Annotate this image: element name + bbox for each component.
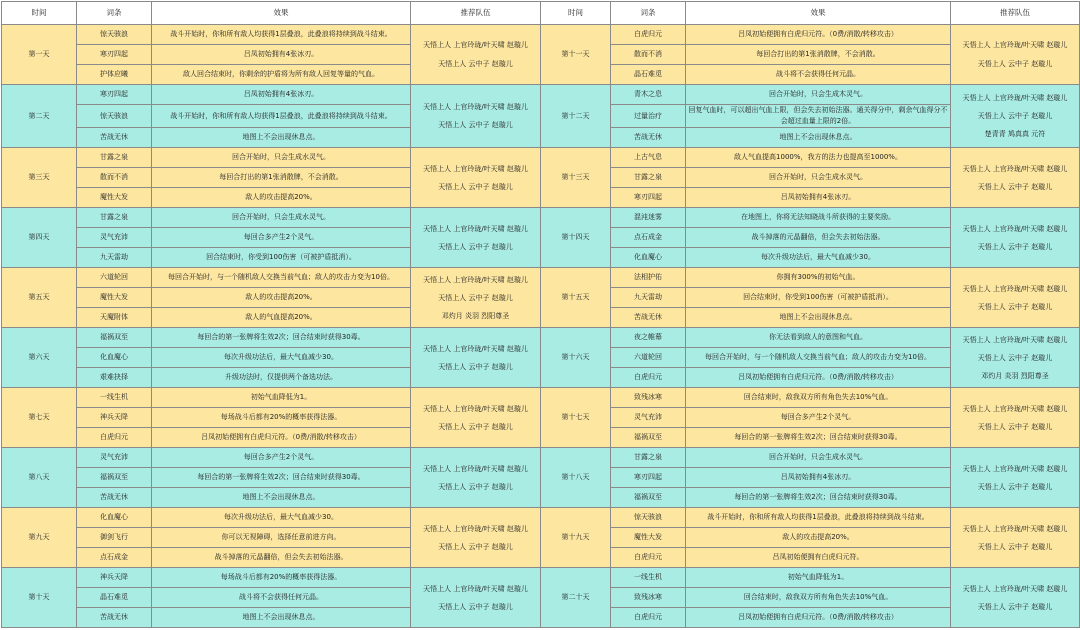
term-cell: 晶石难觅 [77,588,152,608]
effect-cell: 吕凤初始便拥有白虎归元符。（0费/消散/转移攻击） [686,608,951,628]
effect-cell: 回合开始时，只会生成水灵气。 [152,148,411,168]
team-line: 天悟上人 上官玲珑/叶天啸 赵璇儿 [962,93,1068,102]
team-line: 天悟上人 云中子 赵璇儿 [977,302,1053,311]
team-line: 天悟上人 云中子 赵璇儿 [438,602,513,611]
team-line: 天悟上人 云中子 赵璇儿 [438,362,513,371]
effect-cell: 每回合的第一张牌将生效2次；回合结束时获得30毒。 [152,468,411,488]
team-cell [951,568,1080,628]
day-cell: 第十二天 [541,85,611,148]
team-cell [411,508,541,568]
effect-cell: 每回合多产生2个灵气。 [152,448,411,468]
team-line: 天悟上人 云中子 赵璇儿 [438,121,513,130]
effect-cell: 吕凤初始便拥有白虎归元符。 [686,548,951,568]
effect-cell: 每回合多产生2个灵气。 [686,408,951,428]
team-line: 天悟上人 上官玲珑/叶天啸 赵璇儿 [962,164,1068,173]
effect-cell: 战斗开始时，你和所有敌人均获得1层叠浪，此叠浪将持续到战斗结束。 [152,105,411,128]
effect-cell: 每场战斗后都有20%的概率获得法器。 [152,568,411,588]
term-cell: 灵气充沛 [77,228,152,248]
term-cell: 福祸双至 [77,468,152,488]
effect-cell: 吕凤初始便拥有白虎归元符。（0费/消散/转移攻击） [152,428,411,448]
team-line: 天悟上人 上官玲珑/叶天啸 赵璇儿 [423,584,528,593]
team-line: 天悟上人 上官玲珑/叶天啸 赵璇儿 [423,524,528,533]
team-cell [951,268,1080,328]
effect-cell: 战斗开始时，你和所有敌人均获得1层叠浪，此叠浪将持续到战斗结束。 [152,25,411,45]
term-cell: 甘露之泉 [77,148,152,168]
team-line: 天悟上人 云中子 赵璇儿 [977,602,1053,611]
effect-cell: 每场战斗后都有20%的概率获得法器。 [152,408,411,428]
team-line: 天悟上人 云中子 赵璇儿 [438,182,513,191]
term-cell: 九天雷劫 [611,288,686,308]
header-time-2: 时间 [541,2,611,25]
effect-cell: 回合开始时，只会生成水灵气。 [686,168,951,188]
team-line: 邓灼月 炎羽 烈阳尊圣 [981,371,1049,380]
effect-cell: 你无法看到敌人的意图和气血。 [686,328,951,348]
team-line: 天悟上人 云中子 赵璇儿 [438,542,513,551]
day-cell: 第六天 [2,328,77,388]
term-cell: 惊天骇浪 [611,508,686,528]
term-cell: 福祸双至 [77,328,152,348]
term-cell: 甘露之泉 [611,168,686,188]
table-row [2,328,1080,348]
team-line: 天悟上人 云中子 赵璇儿 [438,293,513,302]
term-cell: 法相护佑 [611,268,686,288]
term-cell: 散而不消 [77,168,152,188]
table-row [2,508,1080,528]
term-cell: 艰难抉择 [77,368,152,388]
effect-cell: 回合开始时，只会生成水灵气。 [686,448,951,468]
term-cell: 化血魔心 [77,348,152,368]
day-cell: 第十三天 [541,148,611,208]
header-team-2: 推荐队伍 [951,2,1080,25]
effect-cell: 敌人回合结束时，你剩余的护盾将为所有敌人回复等量的气血。 [152,65,411,85]
term-cell: 苦战无休 [77,488,152,508]
effect-cell: 每回合开始时，与一个随机敌人交换当前气血；敌人的攻击力变为10倍。 [686,348,951,368]
effect-cell: 地图上不会出现休息点。 [152,608,411,628]
term-cell: 点石成金 [611,228,686,248]
effect-cell: 吕凤初始拥有4张冰刃。 [686,188,951,208]
term-cell: 上古气息 [611,148,686,168]
effect-cell: 每回合的第一张牌将生效2次；回合结束时获得30毒。 [686,428,951,448]
effect-cell: 每次升级功法后，最大气血减少30。 [152,348,411,368]
effect-cell: 敌人的攻击提高20%。 [686,528,951,548]
term-cell: 白虎归元 [611,608,686,628]
term-cell: 天魔附体 [77,308,152,328]
team-line: 天悟上人 上官玲珑/叶天啸 赵璇儿 [962,584,1068,593]
table-row [2,85,1080,105]
term-cell: 白虎归元 [77,428,152,448]
term-cell: 寒刃四起 [77,85,152,105]
team-line: 天悟上人 云中子 赵璇儿 [438,422,513,431]
term-cell: 六道轮回 [611,348,686,368]
term-cell: 六道轮回 [77,268,152,288]
header-term-2: 词条 [611,2,686,25]
team-line: 天悟上人 上官玲珑/叶天啸 赵璇儿 [423,464,528,473]
effect-cell: 回合开始时，只会生成木灵气。 [686,85,951,105]
effect-cell: 每回合的第一张牌将生效2次；回合结束时获得30毒。 [152,328,411,348]
effect-cell: 敌人的攻击提高20%。 [152,188,411,208]
effect-cell: 敌人气血提高1000%，我方的法力也提高至1000%。 [686,148,951,168]
team-cell [411,148,541,208]
team-cell [411,25,541,85]
effect-cell: 敌人的攻击提高20%。 [152,288,411,308]
effect-cell: 每回合多产生2个灵气。 [152,228,411,248]
term-cell: 惊天骇浪 [77,105,152,128]
day-cell: 第十六天 [541,328,611,388]
team-line: 天悟上人 云中子 赵璇儿 [977,422,1053,431]
day-cell: 第十一天 [541,25,611,85]
term-cell: 夜之帷幕 [611,328,686,348]
term-cell: 寒刃四起 [611,468,686,488]
day-cell: 第七天 [2,388,77,448]
effect-cell: 吕凤初始便拥有白虎归元符。（0费/消散/转移攻击） [686,368,951,388]
team-line: 天悟上人 云中子 赵璇儿 [977,59,1053,68]
team-line: 天悟上人 上官玲珑/叶天啸 赵璇儿 [962,224,1068,233]
effect-cell: 地图上不会出现休息点。 [686,308,951,328]
term-cell: 甘露之泉 [611,448,686,468]
team-line: 天悟上人 云中子 赵璇儿 [438,242,513,251]
term-cell: 御剑飞行 [77,528,152,548]
term-cell: 化血魔心 [77,508,152,528]
effect-cell: 战斗将不会获得任何元晶。 [686,65,951,85]
term-cell: 惊天骇浪 [77,25,152,45]
term-cell: 苦战无休 [611,128,686,148]
team-line: 天悟上人 上官玲珑/叶天啸 赵璇儿 [962,41,1068,50]
team-line: 天悟上人 上官玲珑/叶天啸 赵璇儿 [423,275,528,284]
team-line: 天悟上人 上官玲珑/叶天啸 赵璇儿 [962,404,1068,413]
effect-cell: 地图上不会出现休息点。 [686,128,951,148]
effect-cell: 每次升级功法后，最大气血减少30。 [152,508,411,528]
effect-cell: 初始气血降低为1。 [152,388,411,408]
team-line: 天悟上人 云中子 赵璇儿 [977,542,1053,551]
effect-cell: 战斗将不会获得任何元晶。 [152,588,411,608]
team-line: 天悟上人 上官玲珑/叶天啸 赵璇儿 [423,164,528,173]
team-line: 楚青青 鸠真真 元符 [984,130,1046,139]
day-cell: 第九天 [2,508,77,568]
effect-cell: 回复气血时，可以超出气血上限，但会失去初始法器。通关得分中，剩余气血得分不会超过血量上限的2倍。 [686,105,951,128]
day-cell: 第十七天 [541,388,611,448]
term-cell: 寒刃四起 [611,188,686,208]
header-row [2,2,1080,25]
team-cell [411,568,541,628]
term-cell: 苦战无休 [77,128,152,148]
effect-cell: 吕凤初始便拥有白虎归元符。（0费/消散/转移攻击） [686,25,951,45]
table-row [2,268,1080,288]
effect-cell: 地图上不会出现休息点。 [152,128,411,148]
header-team: 推荐队伍 [411,2,541,25]
team-cell [411,328,541,388]
effect-cell: 吕凤初始拥有4张冰刃。 [152,45,411,65]
team-cell [411,208,541,268]
team-line: 天悟上人 上官玲珑/叶天啸 赵璇儿 [962,524,1068,533]
effect-cell: 初始气血降低为1。 [686,568,951,588]
effect-cell: 回合结束时，你受到100伤害（可被护盾抵消）。 [686,288,951,308]
day-cell: 第五天 [2,268,77,328]
day-cell: 第十五天 [541,268,611,328]
term-cell: 混沌迷雾 [611,208,686,228]
term-cell: 寒刃四起 [77,45,152,65]
term-cell: 苦战无休 [77,608,152,628]
effect-cell: 每回合的第一张牌将生效2次；回合结束时获得30毒。 [686,488,951,508]
effect-cell: 每回合打出的第1张消散牌，不会消散。 [152,168,411,188]
team-cell [951,508,1080,568]
term-cell: 白虎归元 [611,548,686,568]
effect-cell: 吕凤初始拥有4张冰刃。 [686,468,951,488]
team-line: 天悟上人 上官玲珑/叶天啸 赵璇儿 [423,41,528,50]
term-cell: 散而不消 [611,45,686,65]
day-cell: 第一天 [2,25,77,85]
term-cell: 白虎归元 [611,368,686,388]
team-line: 天悟上人 上官玲珑/叶天啸 赵璇儿 [962,335,1068,344]
term-cell: 一线生机 [77,388,152,408]
effect-cell: 每次升级功法后，最大气血减少30。 [686,248,951,268]
table-row [2,208,1080,228]
term-cell: 过量治疗 [611,105,686,128]
team-line: 天悟上人 云中子 赵璇儿 [977,182,1053,191]
term-cell: 福祸双至 [611,428,686,448]
effect-cell: 吕凤初始拥有4张冰刃。 [152,85,411,105]
table-row [2,568,1080,588]
team-line: 天悟上人 云中子 赵璇儿 [438,59,513,68]
team-line: 天悟上人 云中子 赵璇儿 [977,242,1053,251]
day-cell: 第十天 [2,568,77,628]
team-line: 天悟上人 上官玲珑/叶天啸 赵璇儿 [962,464,1068,473]
day-cell: 第十九天 [541,508,611,568]
team-cell [411,448,541,508]
header-time: 时间 [2,2,77,25]
team-line: 天悟上人 云中子 赵璇儿 [977,353,1053,362]
term-cell: 神兵天降 [77,408,152,428]
day-cell: 第十八天 [541,448,611,508]
header-effect: 效果 [152,2,411,25]
team-cell [951,328,1080,388]
team-cell [951,208,1080,268]
team-line: 天悟上人 上官玲珑/叶天啸 赵璇儿 [423,224,528,233]
effect-cell: 升级功法时，仅提供两个备选功法。 [152,368,411,388]
day-cell: 第十四天 [541,208,611,268]
effect-cell: 战斗开始时，你和所有敌人均获得1层叠浪，此叠浪将持续到战斗结束。 [686,508,951,528]
term-cell: 灵气充沛 [611,408,686,428]
header-effect-2: 效果 [686,2,951,25]
effect-cell: 回合开始时，只会生成水灵气。 [152,208,411,228]
team-line: 天悟上人 上官玲珑/叶天啸 赵璇儿 [423,344,528,353]
day-cell: 第三天 [2,148,77,208]
day-cell: 第四天 [2,208,77,268]
term-cell: 魔性大发 [77,188,152,208]
day-cell: 第二十天 [541,568,611,628]
term-cell: 化血魔心 [611,248,686,268]
schedule-table [1,1,1080,628]
effect-cell: 战斗掉落的元晶翻倍，但会失去初始法器。 [152,548,411,568]
table-row [2,448,1080,468]
term-cell: 魔性大发 [77,288,152,308]
team-cell [411,388,541,448]
team-cell [951,85,1080,148]
term-cell: 护体应曦 [77,65,152,85]
header-term: 词条 [77,2,152,25]
effect-cell: 回合结束时，敌我双方所有角色失去10%气血。 [686,588,951,608]
term-cell: 九天雷劫 [77,248,152,268]
term-cell: 致残冰寒 [611,588,686,608]
term-cell: 甘露之泉 [77,208,152,228]
term-cell: 灵气充沛 [77,448,152,468]
team-line: 天悟上人 上官玲珑/叶天啸 赵璇儿 [423,103,528,111]
team-line: 邓灼月 炎羽 烈阳尊圣 [441,311,510,320]
effect-cell: 敌人的气血提高20%。 [152,308,411,328]
team-cell [951,148,1080,208]
effect-cell: 每回合开始时，与一个随机敌人交换当前气血；敌人的攻击力变为10倍。 [152,268,411,288]
term-cell: 致残冰寒 [611,388,686,408]
term-cell: 福祸双至 [611,488,686,508]
table-row [2,25,1080,45]
term-cell: 苦战无休 [611,308,686,328]
team-line: 天悟上人 上官玲珑/叶天啸 赵璇儿 [423,404,528,413]
effect-cell: 你可以无视障碍，选择任意前进方向。 [152,528,411,548]
table-row [2,148,1080,168]
team-line: 天悟上人 云中子 赵璇儿 [977,482,1053,491]
day-cell: 第八天 [2,448,77,508]
team-cell [951,25,1080,85]
day-cell: 第二天 [2,85,77,148]
term-cell: 一线生机 [611,568,686,588]
term-cell: 青木之息 [611,85,686,105]
effect-cell: 每回合打出的第1张消散牌，不会消散。 [686,45,951,65]
effect-cell: 战斗掉落的元晶翻倍，但会失去初始法器。 [686,228,951,248]
table-row [2,388,1080,408]
term-cell: 点石成金 [77,548,152,568]
term-cell: 魔性大发 [611,528,686,548]
effect-cell: 回合结束时，你受到100伤害（可被护盾抵消）。 [152,248,411,268]
team-line: 天悟上人 上官玲珑/叶天啸 赵璇儿 [962,284,1068,293]
effect-cell: 地图上不会出现休息点。 [152,488,411,508]
team-cell [411,268,541,328]
effect-cell: 你拥有300%的初始气血。 [686,268,951,288]
term-cell: 晶石难觅 [611,65,686,85]
table-body [2,25,1080,628]
team-cell [411,85,541,148]
team-cell [951,448,1080,508]
team-cell [951,388,1080,448]
effect-cell: 在地图上，你将无法知晓战斗所获得的主要奖励。 [686,208,951,228]
term-cell: 白虎归元 [611,25,686,45]
term-cell: 神兵天降 [77,568,152,588]
team-line: 天悟上人 云中子 赵璇儿 [438,482,513,491]
effect-cell: 回合结束时，敌我双方所有角色失去10%气血。 [686,388,951,408]
team-line: 天悟上人 云中子 赵璇儿 [977,112,1053,121]
